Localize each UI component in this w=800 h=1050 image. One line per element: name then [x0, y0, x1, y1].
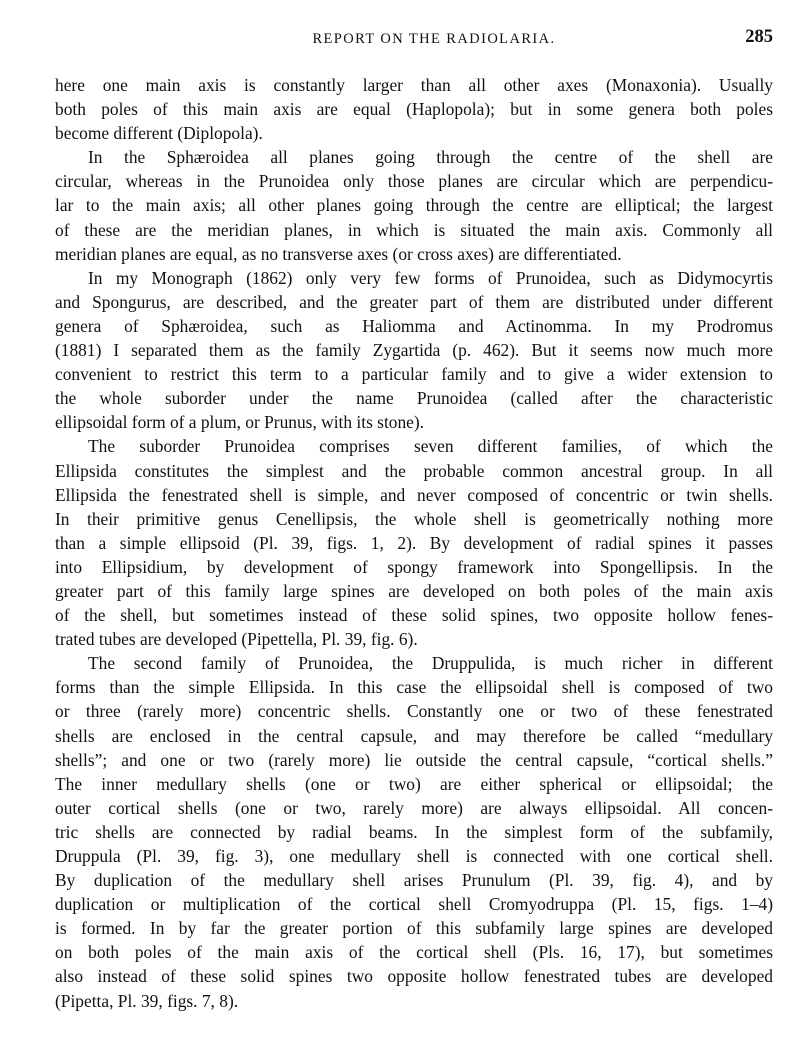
text-line: greater part of this family large spines are developed on both poles of the main axis: [55, 580, 773, 601]
text-line: than a simple ellipsoid (Pl. 39, figs. 1, 2). By development of radial spines it passes: [55, 532, 773, 553]
text-line: duplication or multiplication of the cortical shell Cromyodruppa (Pl. 15, figs. 1–4): [55, 894, 773, 915]
text-line: or three (rarely more) concentric shells. Constantly one or two of these fenestrated: [55, 701, 773, 722]
text-line: is formed. In by far the greater portion of this subfamily large spines are developed: [55, 918, 773, 939]
text-line: meridian planes are equal, as no transverse axes (or cross axes) are differentiated.: [55, 243, 622, 264]
text-line: shells are enclosed in the central capsule, and may therefore be called “medullary: [55, 725, 773, 746]
text-line: Ellipsida constitutes the simplest and the probable common ancestral group. In all: [55, 460, 773, 481]
text-line: ellipsoidal form of a plum, or Prunus, with its stone).: [55, 412, 425, 433]
text-line: By duplication of the medullary shell arises Prunulum (Pl. 39, fig. 4), and by: [55, 870, 773, 891]
text-line: Druppula (Pl. 39, fig. 3), one medullary shell is connected with one cortical shell.: [55, 846, 773, 866]
text-line: of these are the meridian planes, in which is situated the main axis. Commonly all: [55, 219, 773, 240]
text-line: both poles of this main axis are equal (Haplopola); but in some genera both poles: [55, 99, 773, 120]
text-line: also instead of these solid spines two opposite hollow fenestrated tubes are developed: [55, 966, 773, 987]
text-line: lar to the main axis; all other planes going through the centre are elliptical; the largest: [55, 195, 773, 216]
text-line: (1881) I separated them as the family Zygartida (p. 462). But it seems now much more: [55, 340, 773, 361]
text-line: on both poles of the main axis of the cortical shell (Pls. 16, 17), but sometimes: [55, 942, 773, 963]
running-head: [55, 28, 773, 50]
text-line: forms than the simple Ellipsida. In this case the ellipsoidal shell is composed of two: [55, 677, 773, 698]
text-line: of the shell, but sometimes instead of these solid spines, two opposite hollow fenes-: [55, 605, 773, 626]
text-line: The second family of Prunoidea, the Druppulida, is much richer in different: [88, 653, 773, 674]
body-text: [55, 73, 773, 1013]
text-line: shells”; and one or two (rarely more) lie outside the central capsule, “cortical shells.”: [55, 749, 773, 770]
text-line: The suborder Prunoidea comprises seven different families, of which the: [88, 436, 773, 457]
text-line: into Ellipsidium, by development of spongy framework into Spongellipsis. In the: [55, 556, 773, 577]
text-line: genera of Sphæroidea, such as Haliomma and Actinomma. In my Prodromus: [55, 315, 773, 336]
text-line: become different (Diplopola).: [55, 123, 263, 144]
text-line: trated tubes are developed (Pipettella, Pl. 39, fig. 6).: [55, 629, 418, 650]
text-line: convenient to restrict this term to a particular family and to give a wider extension to: [55, 364, 773, 385]
text-line: The inner medullary shells (one or two) are either spherical or ellipsoidal; the: [55, 773, 773, 794]
text-line: Ellipsida the fenestrated shell is simple, and never composed of concentric or twin shells.: [55, 484, 773, 505]
text-line: outer cortical shells (one or two, rarely more) are always ellipsoidal. All concen-: [55, 797, 773, 818]
text-line: In my Monograph (1862) only very few forms of Prunoidea, such as Didymocyrtis: [88, 267, 773, 288]
text-line: the whole suborder under the name Prunoidea (called after the characteristic: [55, 388, 773, 409]
text-line: In the Sphæroidea all planes going through the centre of the shell are: [88, 147, 773, 168]
text-line: circular, whereas in the Prunoidea only those planes are circular which are perpendicu-: [55, 171, 773, 192]
text-line: tric shells are connected by radial beams. In the simplest form of the subfamily,: [55, 821, 773, 842]
text-line: and Spongurus, are described, and the greater part of them are distributed under different: [55, 291, 773, 312]
text-line: (Pipetta, Pl. 39, figs. 7, 8).: [55, 990, 239, 1011]
page-number: 285: [745, 27, 773, 47]
text-line: here one main axis is constantly larger than all other axes (Monaxonia). Usually: [55, 75, 773, 95]
text-line: In their primitive genus Cenellipsis, the whole shell is geometrically nothing more: [55, 508, 773, 529]
running-title: REPORT ON THE RADIOLARIA.: [312, 31, 556, 47]
